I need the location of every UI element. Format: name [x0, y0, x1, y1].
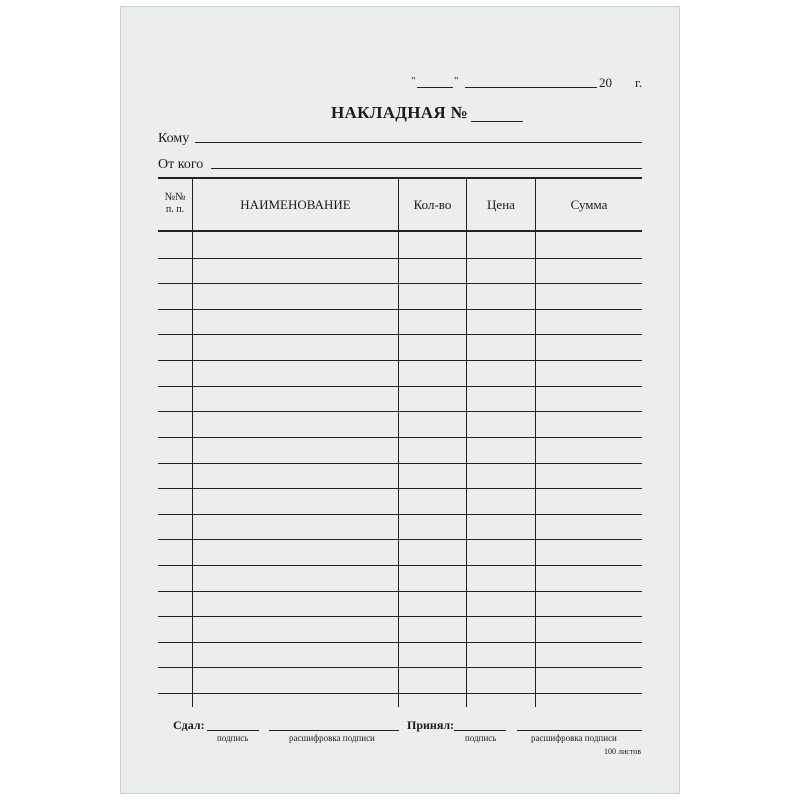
handed-signature-caption: подпись — [217, 733, 249, 743]
table-row-line — [158, 309, 642, 310]
col-separator-name — [398, 177, 399, 707]
header-name: НАИМЕНОВАНИЕ — [240, 197, 351, 212]
to-field-line — [195, 142, 642, 143]
date-year-suffix: г. — [635, 75, 643, 90]
table-row-line — [158, 411, 642, 412]
invoice-form-sheet — [120, 6, 680, 794]
from-field-line — [211, 168, 642, 169]
received-signature-caption: подпись — [465, 733, 497, 743]
header-sum: Сумма — [570, 197, 608, 212]
table-row-line — [158, 616, 642, 617]
table-row-line — [158, 437, 642, 438]
table-top-border — [158, 177, 642, 179]
date-month-blank — [465, 87, 597, 88]
from-label: От кого — [158, 157, 204, 172]
header-num-line2: п. п. — [165, 204, 185, 215]
table-row-line — [158, 360, 642, 361]
table-row-line — [158, 693, 642, 694]
header-price: Цена — [487, 197, 515, 212]
handed-signature-line — [207, 730, 259, 731]
table-row-line — [158, 334, 642, 335]
table-row-line — [158, 642, 642, 643]
header-num-line1: №№ — [164, 191, 186, 203]
table-row-line — [158, 283, 642, 284]
table-row-line — [158, 565, 642, 566]
header-qty: Кол-во — [413, 197, 452, 212]
table-row-line — [158, 386, 642, 387]
handed-label: Сдал: — [173, 718, 205, 732]
col-separator-num — [192, 177, 193, 707]
invoice-number-blank — [471, 121, 523, 122]
handed-decoding-caption: расшифровка подписи — [289, 733, 375, 743]
table-row-line — [158, 514, 642, 515]
table-header-border — [158, 230, 642, 232]
goods-table — [158, 177, 642, 707]
table-row-line — [158, 667, 642, 668]
date-open-quote: " — [411, 75, 416, 87]
table-row-line — [158, 488, 642, 489]
table-row-line — [158, 258, 642, 259]
received-decoding-line — [517, 730, 642, 731]
received-decoding-caption: расшифровка подписи — [531, 733, 617, 743]
document-title: НАКЛАДНАЯ № — [331, 103, 468, 122]
date-year-prefix: 20 — [599, 75, 612, 90]
date-close-quote: " — [454, 75, 459, 87]
handed-decoding-line — [269, 730, 399, 731]
sheet-count: 100 листов — [604, 747, 641, 756]
table-row-line — [158, 591, 642, 592]
col-separator-qty — [466, 177, 467, 707]
table-row-line — [158, 463, 642, 464]
to-label: Кому — [158, 131, 190, 146]
received-label: Принял: — [407, 718, 455, 732]
table-row-line — [158, 539, 642, 540]
received-signature-line — [454, 730, 506, 731]
date-day-blank — [417, 87, 453, 88]
col-separator-price — [535, 177, 536, 707]
